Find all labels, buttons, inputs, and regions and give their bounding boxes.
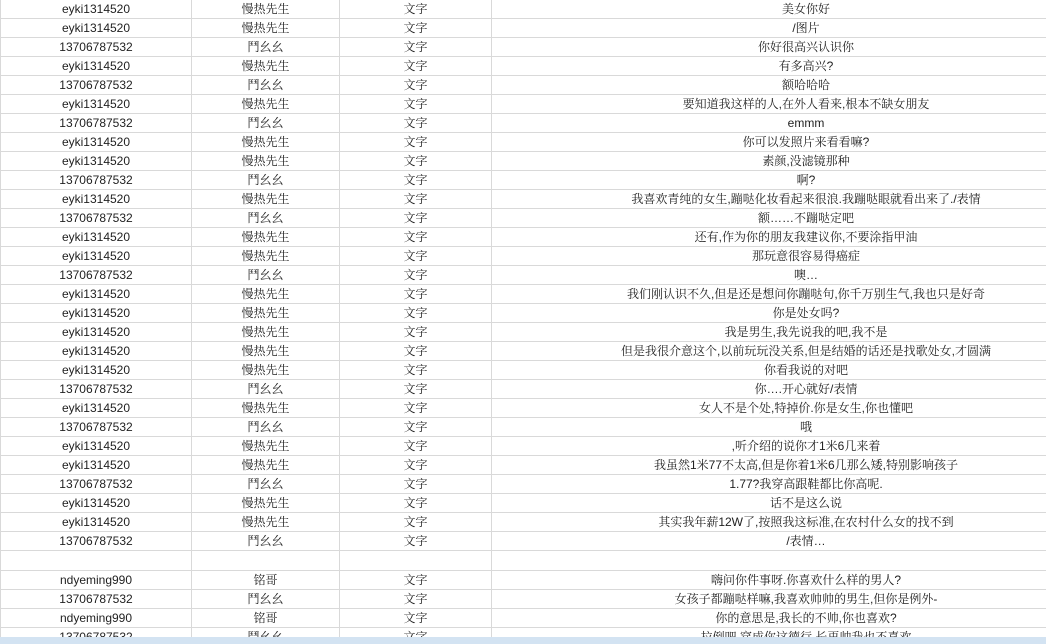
message-cell[interactable]: 啊?	[796, 173, 816, 187]
account-cell[interactable]: eyki1314520	[0, 133, 192, 151]
account-cell[interactable]: eyki1314520	[0, 247, 192, 265]
message-cell[interactable]: 你的意思是,我长的不帅,你也喜欢?	[715, 611, 897, 625]
table-row	[0, 380, 1046, 399]
table-row	[0, 323, 1046, 342]
message-cell[interactable]: 其实我年薪12W了,按照我这标准,在农村什么女的找不到	[658, 515, 954, 529]
message-type-cell[interactable]: 文字	[340, 590, 492, 608]
account-cell[interactable]: 13706787532	[0, 209, 192, 227]
table-row	[0, 38, 1046, 57]
table-row	[0, 571, 1046, 590]
account-cell[interactable]: 13706787532	[0, 266, 192, 284]
message-type-cell[interactable]: 文字	[340, 609, 492, 627]
account-cell[interactable]: 13706787532	[0, 590, 192, 608]
account-cell[interactable]: eyki1314520	[0, 57, 192, 75]
message-cell[interactable]: /表情…	[786, 534, 826, 548]
message-cell[interactable]: 素颜,没滤镜那种	[762, 154, 850, 168]
table-row	[0, 76, 1046, 95]
message-cell[interactable]: 那玩意很容易得癌症	[751, 249, 860, 263]
table-row	[0, 609, 1046, 628]
table-row	[0, 399, 1046, 418]
message-type-cell[interactable]: 文字	[340, 19, 492, 37]
table-row	[0, 266, 1046, 285]
table-row	[0, 19, 1046, 38]
message-cell[interactable]: 你看我说的对吧	[763, 363, 848, 377]
message-cell[interactable]: 但是我很介意这个,以前玩玩没关系,但是结婚的话还是找歌处女,才圆满	[620, 344, 991, 358]
nickname-cell[interactable]: 慢热先生	[192, 152, 340, 170]
message-type-cell[interactable]: 文字	[340, 342, 492, 360]
table-row	[0, 228, 1046, 247]
table-row	[0, 152, 1046, 171]
account-cell[interactable]: eyki1314520	[0, 513, 192, 531]
table-row	[0, 437, 1046, 456]
message-type-cell[interactable]: 文字	[340, 285, 492, 303]
account-cell[interactable]: eyki1314520	[0, 152, 192, 170]
nickname-cell[interactable]: 慢热先生	[192, 133, 340, 151]
message-cell[interactable]: 有多高兴?	[778, 59, 834, 73]
table-row	[0, 133, 1046, 152]
nickname-cell[interactable]: 慢热先生	[192, 285, 340, 303]
message-type-cell[interactable]: 文字	[340, 380, 492, 398]
table-row	[0, 57, 1046, 76]
account-cell[interactable]: eyki1314520	[0, 399, 192, 417]
nickname-cell[interactable]: 慢热先生	[192, 57, 340, 75]
nickname-cell[interactable]: 鬥幺幺	[192, 380, 340, 398]
nickname-cell[interactable]: 鬥幺幺	[192, 266, 340, 284]
nickname-cell[interactable]: 慢热先生	[192, 361, 340, 379]
table-row	[0, 456, 1046, 475]
table-row	[0, 513, 1046, 532]
message-cell[interactable]: 你可以发照片来看看嘛?	[742, 135, 870, 149]
message-cell[interactable]: 要知道我这样的人,在外人看来,根本不缺女朋友	[682, 97, 930, 111]
message-cell[interactable]: 女人不是个处,特掉价.你是女生,你也懂吧	[698, 401, 913, 415]
account-cell[interactable]: eyki1314520	[0, 361, 192, 379]
table-row	[0, 304, 1046, 323]
message-cell[interactable]: 话不是这么说	[769, 496, 842, 510]
table-row	[0, 171, 1046, 190]
message-cell[interactable]: 我虽然1米77不太高,但是你着1米6几那么矮,特别影响孩子	[653, 458, 959, 472]
message-type-cell[interactable]: 文字	[340, 152, 492, 170]
nickname-cell[interactable]: 鬥幺幺	[192, 475, 340, 493]
message-cell[interactable]: 美女你好	[781, 2, 830, 16]
message-type-cell[interactable]: 文字	[340, 304, 492, 322]
nickname-cell[interactable]: 鬥幺幺	[192, 76, 340, 94]
message-type-cell[interactable]: 文字	[340, 266, 492, 284]
account-cell[interactable]: 13706787532	[0, 380, 192, 398]
nickname-cell[interactable]: 鬥幺幺	[192, 114, 340, 132]
nickname-cell[interactable]: 铭哥	[192, 571, 340, 589]
nickname-cell[interactable]: 慢热先生	[192, 95, 340, 113]
message-cell[interactable]: emmm	[787, 116, 825, 130]
account-cell[interactable]: 13706787532	[0, 171, 192, 189]
message-type-cell[interactable]: 文字	[340, 247, 492, 265]
message-type-cell[interactable]: 文字	[340, 190, 492, 208]
nickname-cell[interactable]: 鬥幺幺	[192, 590, 340, 608]
message-type-cell[interactable]: 文字	[340, 171, 492, 189]
message-type-cell[interactable]: 文字	[340, 437, 492, 455]
message-cell[interactable]: 我是男生,我先说我的吧,我不是	[724, 325, 888, 339]
table-row	[0, 0, 1046, 19]
nickname-cell[interactable]: 慢热先生	[192, 19, 340, 37]
message-type-cell[interactable]: 文字	[340, 494, 492, 512]
message-type-cell[interactable]: 文字	[340, 361, 492, 379]
bottom-selection-band	[0, 637, 1046, 644]
account-cell[interactable]: 13706787532	[0, 475, 192, 493]
account-cell[interactable]: eyki1314520	[0, 285, 192, 303]
account-cell[interactable]: 13706787532	[0, 418, 192, 436]
nickname-cell[interactable]: 慢热先生	[192, 0, 340, 18]
message-cell[interactable]	[492, 551, 1046, 570]
nickname-cell[interactable]: 鬥幺幺	[192, 209, 340, 227]
account-cell[interactable]: eyki1314520	[0, 228, 192, 246]
message-cell[interactable]: 你是处女吗?	[772, 306, 840, 320]
account-cell[interactable]: eyki1314520	[0, 304, 192, 322]
table-row	[0, 418, 1046, 437]
nickname-cell[interactable]: 鬥幺幺	[192, 418, 340, 436]
table-row	[0, 475, 1046, 494]
message-type-cell[interactable]: 文字	[340, 323, 492, 341]
account-cell[interactable]: eyki1314520	[0, 95, 192, 113]
account-cell[interactable]	[0, 551, 192, 570]
nickname-cell[interactable]: 慢热先生	[192, 399, 340, 417]
nickname-cell[interactable]: 慢热先生	[192, 437, 340, 455]
message-type-cell[interactable]: 文字	[340, 38, 492, 56]
message-cell[interactable]: 你好很高兴认识你	[757, 40, 854, 54]
message-cell[interactable]: 我们刚认识不久,但是还是想问你蹦哒句,你千万别生气,我也只是好奇	[626, 287, 985, 301]
nickname-cell[interactable]	[192, 551, 340, 570]
account-cell[interactable]: eyki1314520	[0, 190, 192, 208]
account-cell[interactable]: eyki1314520	[0, 437, 192, 455]
message-cell[interactable]: /图片	[792, 21, 820, 35]
table-row	[0, 361, 1046, 380]
message-cell[interactable]: 你….开心就好/表情	[754, 382, 858, 396]
nickname-cell[interactable]: 慢热先生	[192, 247, 340, 265]
message-cell[interactable]: 女孩子都蹦哒样嘛,我喜欢帅帅的男生,但你是例外-	[674, 592, 938, 606]
message-type-cell[interactable]: 文字	[340, 57, 492, 75]
account-cell[interactable]: eyki1314520	[0, 456, 192, 474]
account-cell[interactable]: ndyeming990	[0, 609, 192, 627]
message-type-cell[interactable]: 文字	[340, 475, 492, 493]
message-type-cell[interactable]: 文字	[340, 399, 492, 417]
message-cell[interactable]: 还有,作为你的朋友我建议你,不要涂指甲油	[694, 230, 918, 244]
nickname-cell[interactable]: 铭哥	[192, 609, 340, 627]
account-cell[interactable]: eyki1314520	[0, 0, 192, 18]
table-row	[0, 95, 1046, 114]
table-row	[0, 209, 1046, 228]
table-row	[0, 247, 1046, 266]
message-type-cell[interactable]: 文字	[340, 76, 492, 94]
message-type-cell[interactable]: 文字	[340, 418, 492, 436]
message-cell[interactable]: 1.77?我穿高跟鞋都比你高呢.	[729, 477, 883, 491]
message-cell[interactable]: 噢…	[793, 268, 818, 282]
table-row	[0, 590, 1046, 609]
message-type-cell[interactable]: 文字	[340, 532, 492, 550]
table-row	[0, 285, 1046, 304]
message-type-cell[interactable]: 文字	[340, 114, 492, 132]
nickname-cell[interactable]: 慢热先生	[192, 323, 340, 341]
nickname-cell[interactable]: 鬥幺幺	[192, 38, 340, 56]
account-cell[interactable]: 13706787532	[0, 38, 192, 56]
account-cell[interactable]: ndyeming990	[0, 571, 192, 589]
account-cell[interactable]: 13706787532	[0, 76, 192, 94]
message-cell[interactable]: 我喜欢青纯的女生,蹦哒化妆看起来很浪.我蹦哒眼就看出来了./表情	[631, 192, 981, 206]
table-row	[0, 551, 1046, 571]
nickname-cell[interactable]: 鬥幺幺	[192, 532, 340, 550]
account-cell[interactable]: eyki1314520	[0, 19, 192, 37]
message-type-cell[interactable]: 文字	[340, 571, 492, 589]
account-cell[interactable]: eyki1314520	[0, 323, 192, 341]
message-cell[interactable]: ,听介绍的说你才1米6几来着	[731, 439, 881, 453]
message-type-cell[interactable]: 文字	[340, 513, 492, 531]
message-cell[interactable]: 哦	[799, 420, 812, 434]
account-cell[interactable]: 13706787532	[0, 532, 192, 550]
table-row	[0, 190, 1046, 209]
account-cell[interactable]: 13706787532	[0, 114, 192, 132]
message-type-cell[interactable]: 文字	[340, 95, 492, 113]
nickname-cell[interactable]: 慢热先生	[192, 513, 340, 531]
table-row	[0, 494, 1046, 513]
message-type-cell[interactable]	[340, 551, 492, 570]
message-type-cell[interactable]: 文字	[340, 0, 492, 18]
account-cell[interactable]: eyki1314520	[0, 342, 192, 360]
message-type-cell[interactable]: 文字	[340, 456, 492, 474]
message-type-cell[interactable]: 文字	[340, 133, 492, 151]
account-cell[interactable]: eyki1314520	[0, 494, 192, 512]
message-type-cell[interactable]: 文字	[340, 209, 492, 227]
table-row	[0, 114, 1046, 133]
nickname-cell[interactable]: 慢热先生	[192, 228, 340, 246]
nickname-cell[interactable]: 慢热先生	[192, 494, 340, 512]
nickname-cell[interactable]: 慢热先生	[192, 190, 340, 208]
message-cell[interactable]: 额……不蹦哒定吧	[757, 211, 854, 225]
nickname-cell[interactable]: 鬥幺幺	[192, 171, 340, 189]
message-type-cell[interactable]: 文字	[340, 228, 492, 246]
nickname-cell[interactable]: 慢热先生	[192, 304, 340, 322]
table-row	[0, 532, 1046, 551]
nickname-cell[interactable]: 慢热先生	[192, 456, 340, 474]
table-row	[0, 342, 1046, 361]
message-cell[interactable]: 嗨问你件事呀.你喜欢什么样的男人?	[710, 573, 901, 587]
message-cell[interactable]: 额哈哈哈	[781, 78, 830, 92]
nickname-cell[interactable]: 慢热先生	[192, 342, 340, 360]
